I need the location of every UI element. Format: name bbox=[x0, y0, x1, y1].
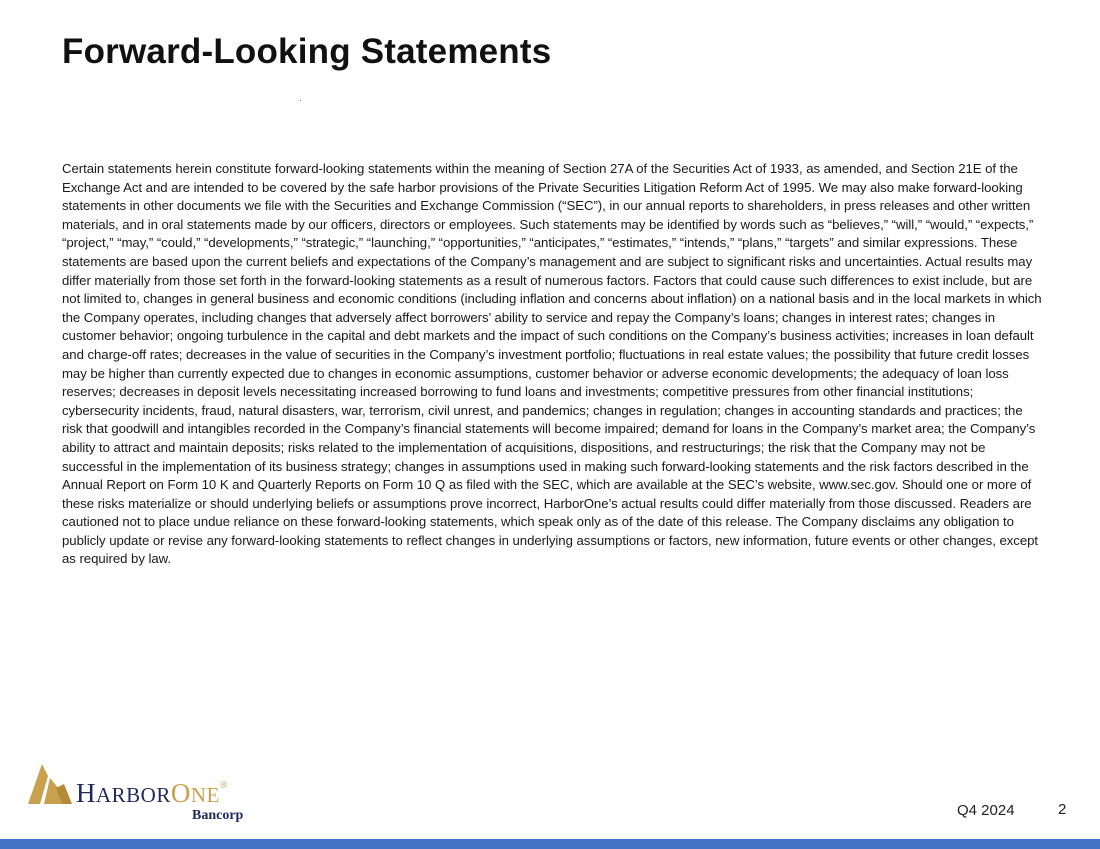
logo-letters-ne: NE bbox=[190, 783, 220, 807]
footer-quarter: Q4 2024 bbox=[957, 802, 1015, 819]
footer-accent-bar bbox=[0, 839, 1100, 849]
logo-letter-o: O bbox=[170, 778, 191, 808]
stray-dot bbox=[300, 100, 301, 101]
page-number: 2 bbox=[1058, 801, 1067, 818]
logo-wordmark bbox=[76, 778, 228, 809]
lighthouse-sail-icon bbox=[26, 762, 74, 806]
company-logo bbox=[26, 762, 286, 828]
logo-subtitle: Bancorp bbox=[192, 808, 244, 823]
logo-letters-arbor: ARBOR bbox=[96, 783, 171, 807]
slide-title: Forward-Looking Statements bbox=[62, 32, 552, 71]
registered-mark: ® bbox=[219, 780, 228, 791]
disclaimer-paragraph: Certain statements herein constitute forward-looking statements within the meaning of Section 27A of the Securities Act of 1933, as amended, and Section 21E of the Exchange Act and are intended to be covered by the safe harbor provisions of the Private Securities Litigation Reform Act of 1995. We may also make forward-looking statements in other documents we file with the Securities and Exchange Commission (“SEC”), in our annual reports to shareholders, in press releases and other written materials, and in oral statements made by our officers, directors or employees. Such statements may be identified by words such as “believes,” “will,” “would,” “expects,” “project,” “may,” “could,” “developments,” “strategic,” “launching,” “opportunities,” “anticipates,” “estimates,” “intends,” “plans,” “targets” and similar expressions. These statements are based upon the current beliefs and expectations of the Company’s management and are subject to significant risks and uncertainties. Actual results may differ materially from those set forth in the forward-looking statements as a result of numerous factors. Factors that could cause such differences to exist include, but are not limited to, changes in general business and economic conditions (including inflation and concerns about inflation) on a national basis and in the local markets in which the Company operates, including changes that adversely affect borrowers’ ability to service and repay the Company’s loans; changes in interest rates; changes in customer behavior; ongoing turbulence in the capital and debt markets and the impact of such conditions on the Company’s business activities; increases in loan default and charge-off rates; decreases in the value of securities in the Company’s investment portfolio; fluctuations in real estate values; the possibility that future credit losses may be higher than currently expected due to changes in economic assumptions, customer behavior or adverse economic developments; the adequacy of loan loss reserves; decreases in deposit levels necessitating increased borrowing to fund loans and investments; competitive pressures from other financial institutions; cybersecurity incidents, fraud, natural disasters, war, terrorism, civil unrest, and pandemics; changes in regulation; changes in accounting standards and practices; the risk that goodwill and intangibles recorded in the Company’s financial statements will become impaired; demand for loans in the Company’s market area; the Company’s ability to attract and maintain deposits; risks related to the implementation of acquisitions, dispositions, and restructurings; the risk that the Company may not be successful in the implementation of its business strategy; changes in assumptions used in making such forward-looking statements and the risk factors described in the Annual Report on Form 10 K and Quarterly Reports on Form 10 Q as filed with the SEC, which are available at the SEC’s website, www.sec.gov. Should one or more of these risks materialize or should underlying beliefs or assumptions prove incorrect, HarborOne’s actual results could differ materially from those discussed. Readers are cautioned not to place undue reliance on these forward-looking statements, which speak only as of the date of this release. The Company disclaims any obligation to publicly update or revise any forward-looking statements to reflect changes in underlying assumptions or factors, new information, future events or other changes, except as required by law. bbox=[62, 161, 1042, 567]
logo-letter-h: H bbox=[76, 778, 96, 808]
